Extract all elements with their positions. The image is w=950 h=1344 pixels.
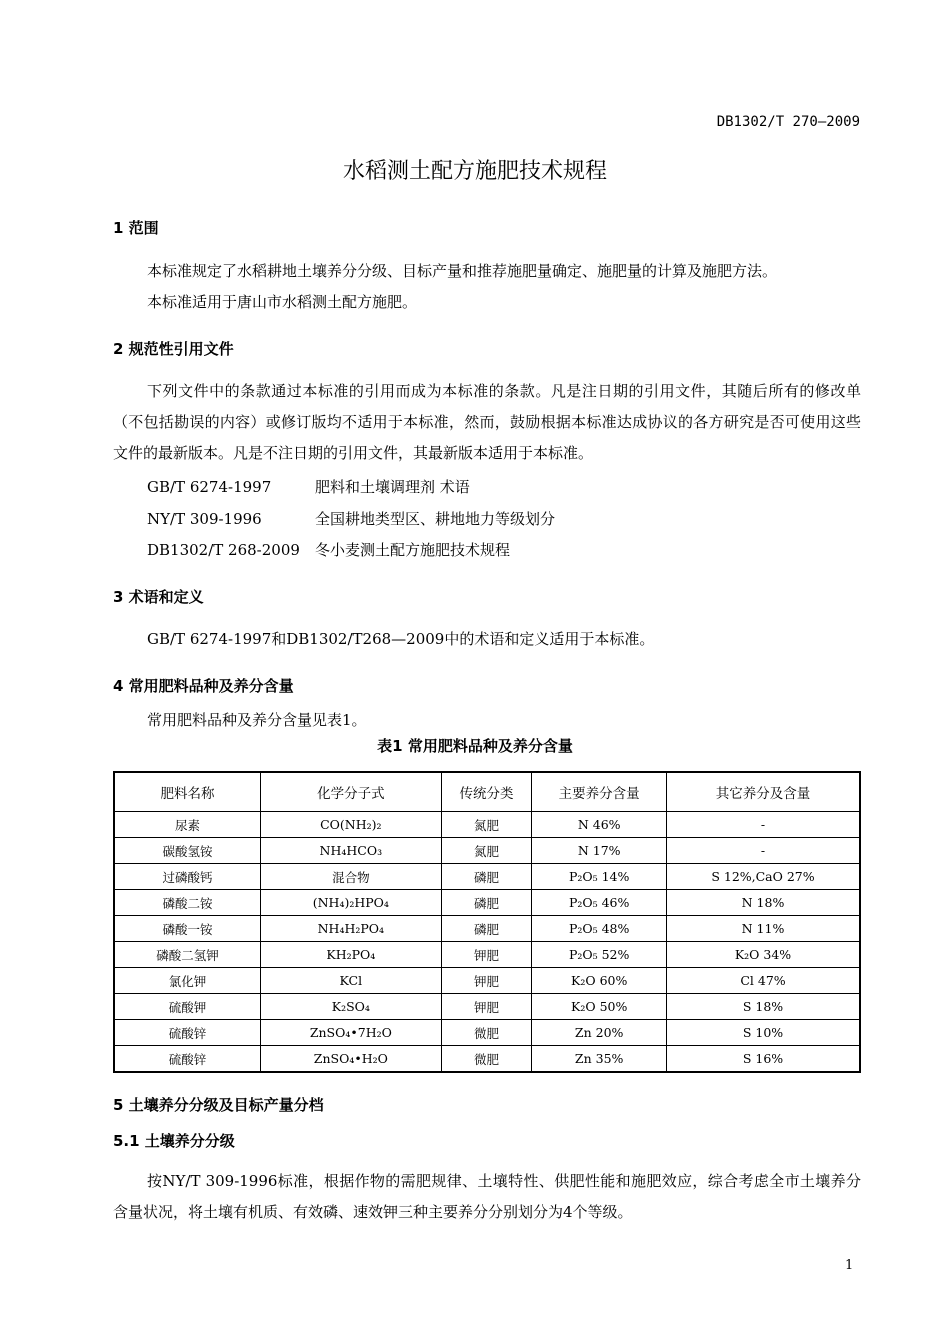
chemical-formula: CO(NH₂)₂: [261, 812, 442, 838]
chemical-formula: K₂SO₄: [261, 994, 442, 1020]
main-nutrient: N 17%: [532, 838, 667, 864]
fertilizer-name: 尿素: [114, 812, 261, 838]
other-nutrient: S 10%: [666, 1020, 860, 1046]
chemical-formula: KCl: [261, 968, 442, 994]
chemical-formula: NH₄H₂PO₄: [261, 916, 442, 942]
main-nutrient: P₂O₅ 14%: [532, 864, 667, 890]
chemical-formula: NH₄HCO₃: [261, 838, 442, 864]
column-header: 肥料名称: [114, 772, 261, 812]
chemical-formula: ZnSO₄•H₂O: [261, 1046, 442, 1073]
other-nutrient: N 18%: [666, 890, 860, 916]
column-header: 化学分子式: [261, 772, 442, 812]
fertilizer-type: 磷肥: [441, 890, 532, 916]
other-nutrient: -: [666, 838, 860, 864]
table-row: [114, 864, 860, 890]
other-nutrient: K₂O 34%: [666, 942, 860, 968]
other-nutrient: Cl 47%: [666, 968, 860, 994]
fertilizer-type: 钾肥: [441, 994, 532, 1020]
table-row: [114, 838, 860, 864]
main-nutrient: P₂O₅ 46%: [532, 890, 667, 916]
reference-name: 全国耕地类型区、耕地地力等级划分: [315, 510, 556, 528]
fertilizer-name: 碳酸氢铵: [114, 838, 261, 864]
section-1-heading: 1 范围: [113, 219, 159, 237]
main-nutrient: K₂O 60%: [532, 968, 667, 994]
chemical-formula: ZnSO₄•7H₂O: [261, 1020, 442, 1046]
chemical-formula: KH₂PO₄: [261, 942, 442, 968]
document-title: 水稻测土配方施肥技术规程: [342, 159, 607, 184]
section-3-paragraph: GB/T 6274-1997和DB1302/T268—2009中的术语和定义适用于本标准。: [147, 630, 655, 648]
main-nutrient: Zn 20%: [532, 1020, 667, 1046]
main-nutrient: Zn 35%: [532, 1046, 667, 1073]
column-header: 主要养分含量: [532, 772, 667, 812]
main-nutrient: N 46%: [532, 812, 667, 838]
section-4-heading: 4 常用肥料品种及养分含量: [113, 677, 294, 695]
section-3-heading: 3 术语和定义: [113, 588, 204, 606]
section-5-heading: 5 土壤养分分级及目标产量分档: [113, 1096, 324, 1114]
table-row: [114, 968, 860, 994]
fertilizer-type: 氮肥: [441, 838, 532, 864]
reference-code: NY/T 309-1996: [147, 510, 262, 528]
main-nutrient: K₂O 50%: [532, 994, 667, 1020]
other-nutrient: S 16%: [666, 1046, 860, 1073]
fertilizer-name: 磷酸二氢钾: [114, 942, 261, 968]
section-5-1-heading: 5.1 土壤养分分级: [113, 1132, 235, 1150]
table-row: [114, 942, 860, 968]
fertilizer-type: 钾肥: [441, 942, 532, 968]
fertilizer-type: 磷肥: [441, 916, 532, 942]
fertilizer-name: 硫酸钾: [114, 994, 261, 1020]
fertilizer-name: 过磷酸钙: [114, 864, 261, 890]
fertilizer-type: 磷肥: [441, 864, 532, 890]
other-nutrient: S 12%,CaO 27%: [666, 864, 860, 890]
reference-name: 肥料和土壤调理剂 术语: [315, 478, 470, 496]
other-nutrient: S 18%: [666, 994, 860, 1020]
section-1-paragraph-2: 本标准适用于唐山市水稻测土配方施肥。: [147, 293, 418, 311]
fertilizer-table: [113, 771, 861, 1073]
page-number: 1: [845, 1258, 854, 1273]
chemical-formula: (NH₄)₂HPO₄: [261, 890, 442, 916]
fertilizer-name: 磷酸二铵: [114, 890, 261, 916]
table-row: [114, 1046, 860, 1073]
section-5-1-paragraph: 按NY/T 309-1996标准，根据作物的需肥规律、土壤特性、供肥性能和施肥效应，综合考虑全市土壤养分含量状况，将土壤有机质、有效磷、速效钾三种主要养分分别划分为4个等级。: [113, 1172, 861, 1221]
main-nutrient: P₂O₅ 52%: [532, 942, 667, 968]
section-2-heading: 2 规范性引用文件: [113, 340, 234, 358]
fertilizer-type: 微肥: [441, 1020, 532, 1046]
fertilizer-name: 硫酸锌: [114, 1020, 261, 1046]
column-header: 传统分类: [441, 772, 532, 812]
table-row: [114, 916, 860, 942]
other-nutrient: N 11%: [666, 916, 860, 942]
main-nutrient: P₂O₅ 48%: [532, 916, 667, 942]
fertilizer-type: 钾肥: [441, 968, 532, 994]
fertilizer-name: 磷酸一铵: [114, 916, 261, 942]
section-4-paragraph: 常用肥料品种及养分含量见表1。: [147, 711, 367, 729]
section-2-paragraph: 下列文件中的条款通过本标准的引用而成为本标准的条款。凡是注日期的引用文件，其随后所有的修改单（不包括勘误的内容）或修订版均不适用于本标准，然而，鼓励根据本标准达成协议的各方研究是否可使用这些文件的最新版本。凡是不注日期的引用文件，其最新版本适用于本标准。: [113, 382, 861, 462]
fertilizer-name: 硫酸锌: [114, 1046, 261, 1073]
fertilizer-type: 氮肥: [441, 812, 532, 838]
table-header-row: [114, 772, 860, 812]
fertilizer-name: 氯化钾: [114, 968, 261, 994]
section-1-paragraph-1: 本标准规定了水稻耕地土壤养分分级、目标产量和推荐施肥量确定、施肥量的计算及施肥方法。: [147, 262, 778, 280]
table-row: [114, 994, 860, 1020]
reference-code: GB/T 6274-1997: [147, 478, 272, 496]
reference-code: DB1302/T 268-2009: [147, 541, 300, 559]
other-nutrient: -: [666, 812, 860, 838]
column-header: 其它养分及含量: [666, 772, 860, 812]
table-row: [114, 1020, 860, 1046]
chemical-formula: 混合物: [261, 864, 442, 890]
document-code: DB1302/T 270—2009: [716, 114, 860, 130]
table-caption: 表1 常用肥料品种及养分含量: [377, 737, 573, 755]
reference-name: 冬小麦测土配方施肥技术规程: [315, 541, 511, 559]
table-row: [114, 812, 860, 838]
fertilizer-type: 微肥: [441, 1046, 532, 1073]
table-row: [114, 890, 860, 916]
